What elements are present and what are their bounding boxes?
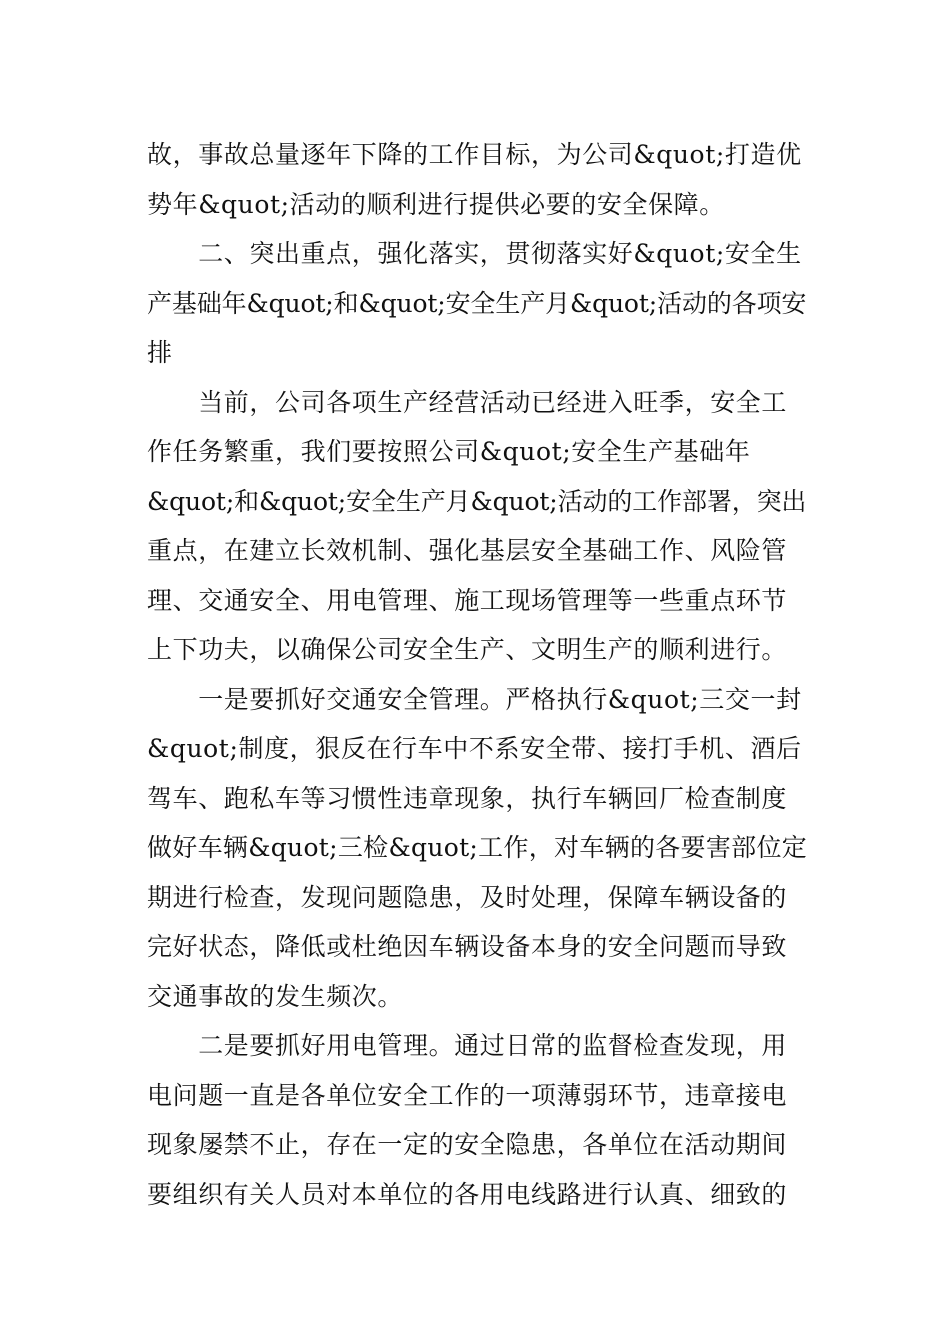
text-line: 期进行检查，发现问题隐患，及时处理，保障车辆设备的 bbox=[147, 882, 788, 912]
text-line: 完好状态，降低或杜绝因车辆设备本身的安全问题而导致 bbox=[147, 932, 788, 961]
text-line: 交通事故的发生频次。 bbox=[147, 981, 404, 1011]
text-line: 势年&quot;活动的顺利进行提供必要的安全保障。 bbox=[147, 189, 725, 219]
document-body bbox=[147, 130, 807, 1219]
text-line: 二是要抓好用电管理。通过日常的监督检查发现，用 bbox=[147, 1031, 788, 1060]
text-line: &quot;和&quot;安全生产月&quot;活动的工作部署，突出 bbox=[147, 486, 807, 516]
text-line: 电问题一直是各单位安全工作的一项薄弱环节，违章接电 bbox=[147, 1080, 788, 1110]
text-line: 作任务繁重，我们要按照公司&quot;安全生产基础年 bbox=[147, 437, 751, 466]
text-line: 要组织有关人员对本单位的各用电线路进行认真、细致的 bbox=[147, 1179, 788, 1209]
text-line: 重点，在建立长效机制、强化基层安全基础工作、风险管 bbox=[147, 536, 788, 565]
text-line: 理、交通安全、用电管理、施工现场管理等一些重点环节 bbox=[147, 585, 788, 615]
text-line: 驾车、跑私车等习惯性违章现象，执行车辆回厂检查制度 bbox=[147, 783, 788, 813]
text-line: 现象屡禁不止，存在一定的安全隐患，各单位在活动期间 bbox=[147, 1130, 788, 1159]
text-line: &quot;制度，狠反在行车中不系安全带、接打手机、酒后 bbox=[147, 734, 802, 763]
text-line: 做好车辆&quot;三检&quot;工作，对车辆的各要害部位定 bbox=[147, 833, 808, 862]
text-line: 上下功夫，以确保公司安全生产、文明生产的顺利进行。 bbox=[147, 635, 788, 664]
text-line: 一是要抓好交通安全管理。严格执行&quot;三交一封 bbox=[147, 684, 802, 714]
text-line: 当前，公司各项生产经营活动已经进入旺季，安全工 bbox=[147, 387, 788, 417]
text-line: 排 bbox=[147, 338, 173, 367]
text-line: 产基础年&quot;和&quot;安全生产月&quot;活动的各项安 bbox=[147, 288, 807, 318]
text-line: 故，事故总量逐年下降的工作目标，为公司&quot;打造优 bbox=[147, 140, 802, 169]
text-line: 二、突出重点，强化落实，贯彻落实好&quot;安全生 bbox=[147, 239, 802, 268]
